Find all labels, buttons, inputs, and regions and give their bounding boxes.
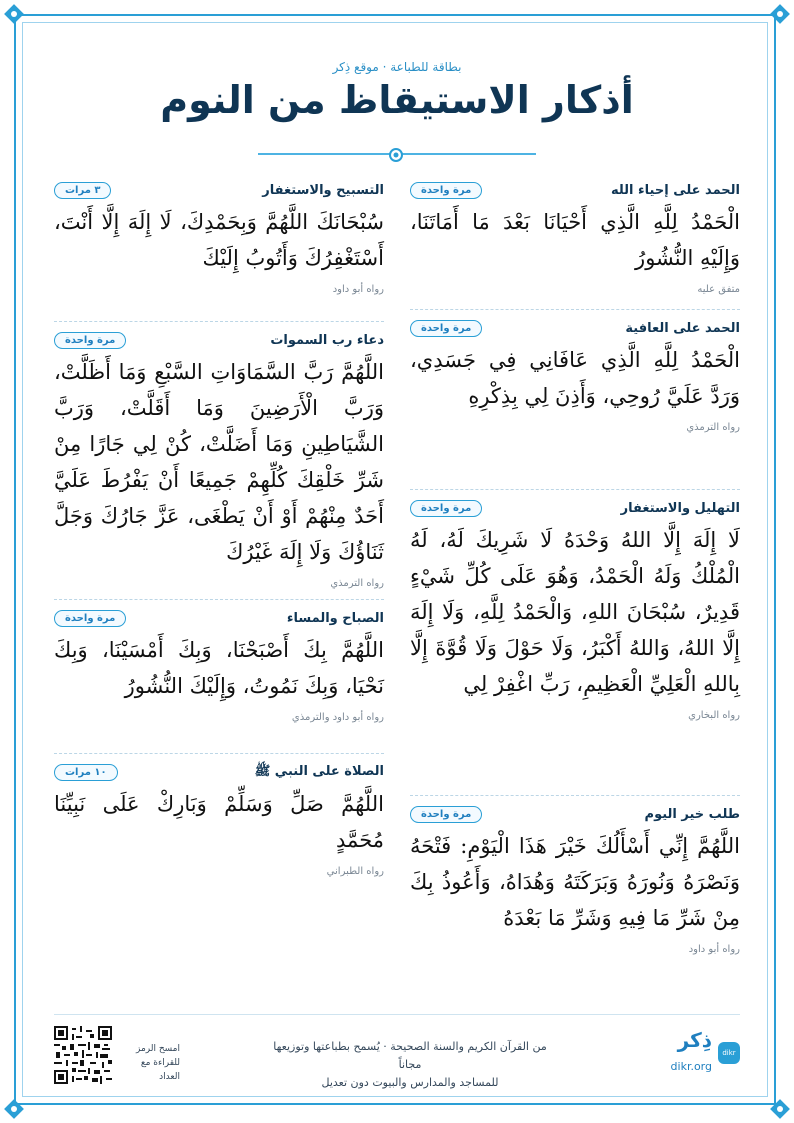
repeat-badge: مرة واحدة (410, 806, 482, 823)
footer-line-2: للمساجد والمدارس والبيوت دون تعديل (321, 1076, 499, 1089)
dhikr-card (54, 172, 384, 322)
dhikr-source: رواه أبو داود والترمذي (291, 712, 384, 723)
page-subtitle: بطاقة للطباعة · موقع ذِكر (332, 60, 462, 74)
repeat-badge: مرة واحدة (54, 610, 126, 627)
dhikr-card (54, 600, 384, 754)
dhikr-text: الْحَمْدُ لِلَّهِ الَّذِي عَافَانِي فِي جَسَدِي، وَرَدَّ عَلَيَّ رُوحِي، وَأَذِنَ لِي بِذِكْرِهِ (410, 348, 740, 408)
repeat-badge: ١٠ مرات (54, 764, 118, 781)
repeat-badge: ٣ مرات (54, 182, 111, 199)
right-column (410, 172, 740, 982)
dhikr-source: رواه الطبراني (326, 866, 384, 877)
dhikr-card (410, 796, 740, 982)
site-url[interactable]: dikr.org (670, 1060, 712, 1073)
dhikr-title: الصباح والمساء (286, 610, 384, 626)
dhikr-title: التهليل والاستغفار (620, 500, 740, 516)
repeat-badge: مرة واحدة (410, 500, 482, 517)
dhikr-text: اللَّهُمَّ بِكَ أَصْبَحْنَا، وَبِكَ أَمْسَيْنَا، وَبِكَ نَحْيَا، وَبِكَ نَمُوتُ، وَإِلَيْكَ النُّشُورُ (54, 638, 384, 698)
dhikr-text: سُبْحَانَكَ اللَّهُمَّ وَبِحَمْدِكَ، لَا إِلَهَ إِلَّا أَنْتَ، أَسْتَغْفِرُكَ وَأَتُوبُ إِلَيْكَ (54, 210, 384, 270)
dhikr-text: الْحَمْدُ لِلَّهِ الَّذِي أَحْيَانَا بَعْدَ مَا أَمَاتَنَا، وَإِلَيْهِ النُّشُورُ (410, 210, 740, 270)
footer-divider (54, 1014, 740, 1015)
repeat-badge: مرة واحدة (54, 332, 126, 349)
dhikr-title: التسبيح والاستغفار (262, 182, 384, 198)
repeat-badge: مرة واحدة (410, 182, 482, 199)
page-title: أذكار الاستيقاظ من النوم (160, 78, 634, 122)
corner-ornament-icon (770, 1099, 790, 1119)
dhikr-card (54, 322, 384, 600)
logo-mark-icon: dikr (718, 1042, 740, 1064)
logo-name: ذِكر (677, 1028, 712, 1052)
corner-ornament-icon (4, 1099, 24, 1119)
dhikr-source: رواه الترمذي (686, 422, 740, 433)
dhikr-source: رواه أبو داود (332, 284, 384, 295)
qr-caption-line-2: للقراءة مع العداد (140, 1058, 180, 1082)
qr-code-icon[interactable] (54, 1026, 112, 1084)
dhikr-source: رواه أبو داود (688, 944, 740, 955)
dhikr-source: متفق عليه (697, 284, 740, 295)
dhikr-text: اللَّهُمَّ رَبَّ السَّمَاوَاتِ السَّبْعِ وَمَا أَظَلَّتْ، وَرَبَّ الْأَرَضِينَ وَمَا أَقَلَّتْ، وَرَبَّ الشَّيَاطِينِ وَمَا أَضَلَّتْ، كُنْ لِي جَارًا مِنْ شَرِّ خَلْقِكَ كُلِّهِمْ جَمِيعًا أَنْ يَفْرُطَ عَلَيَّ أَحَدٌ مِنْهُمْ أَوْ أَنْ يَطْغَى، عَزَّ جَارُكَ وَجَلَّ ثَنَاؤُكَ وَلَا إِلَهَ غَيْرُكَ (54, 360, 384, 564)
dhikr-card (410, 490, 740, 796)
dhikr-text: اللَّهُمَّ إِنِّي أَسْأَلُكَ خَيْرَ هَذَا الْيَوْمِ: فَتْحَهُ وَنَصْرَهُ وَنُورَهُ وَبَرَكَتَهُ وَهُدَاهُ، وَأَعُوذُ بِكَ مِنْ شَرِّ مَا فِيهِ وَشَرِّ مَا بَعْدَهُ (410, 834, 740, 930)
dhikr-title: الصلاة على النبي ﷺ (254, 763, 384, 779)
footer (54, 1024, 740, 1089)
dhikr-source: رواه الترمذي (330, 578, 384, 589)
dhikr-card (410, 310, 740, 490)
dhikr-text: اللَّهُمَّ صَلِّ وَسَلِّمْ وَبَارِكْ عَلَى نَبِيِّنَا مُحَمَّدٍ (54, 792, 384, 852)
repeat-badge: مرة واحدة (410, 320, 482, 337)
dhikr-title: طلب خير اليوم (644, 806, 740, 822)
dhikr-source: رواه البخاري (688, 710, 740, 721)
footer-note (270, 1038, 550, 1092)
dhikr-card (410, 172, 740, 310)
divider-ornament-icon (389, 147, 403, 161)
dhikr-title: دعاء رب السموات (270, 332, 384, 348)
footer-line-1: من القرآن الكريم والسنة الصحيحة · يُسمح بطباعتها وتوزيعها مجاناً (273, 1040, 547, 1071)
qr-caption (120, 1042, 180, 1084)
dhikr-title: الحمد على العافية (625, 320, 740, 336)
dhikr-title: الحمد على إحياء الله (610, 182, 740, 198)
corner-ornament-icon (4, 4, 24, 24)
left-column (54, 172, 384, 877)
corner-ornament-icon (770, 4, 790, 24)
dhikr-text: لَا إِلَهَ إِلَّا اللهُ وَحْدَهُ لَا شَرِيكَ لَهُ، لَهُ الْمُلْكُ وَلَهُ الْحَمْدُ، وَهُوَ عَلَى كُلِّ شَيْءٍ قَدِيرٌ، سُبْحَانَ اللهِ، وَالْحَمْدُ لِلَّهِ، وَلَا إِلَهَ إِلَّا اللهُ، وَاللهُ أَكْبَرُ، وَلَا حَوْلَ وَلَا قُوَّةَ إِلَّا بِاللهِ الْعَلِيِّ الْعَظِيمِ، رَبِّ اغْفِرْ لِي (410, 528, 740, 696)
site-logo[interactable] (654, 1024, 740, 1086)
dhikr-card (54, 754, 384, 877)
qr-caption-line-1: امسح الرمز (135, 1044, 180, 1054)
